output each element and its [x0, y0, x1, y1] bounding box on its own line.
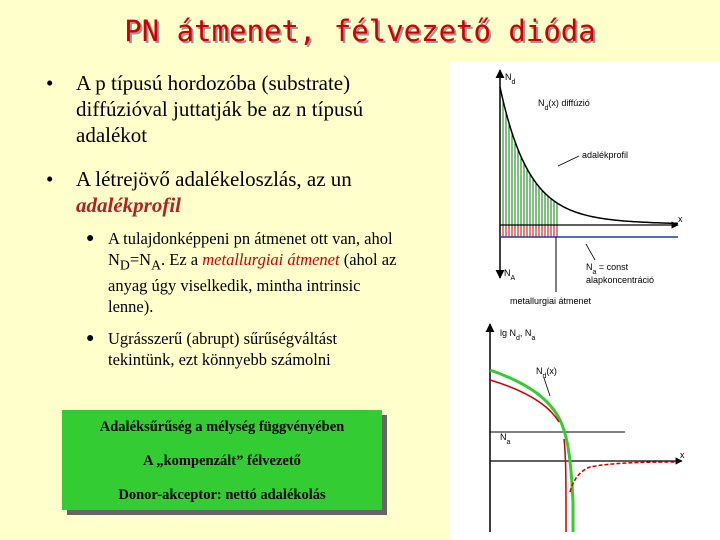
diffusion-figure [500, 70, 683, 306]
na-const-label: $N_a$ = const [586, 262, 629, 276]
background-label: alapkoncentráció [586, 275, 655, 285]
bullet-text: A p típusú hordozóba (substrate) diffúzióval juttatják be az n típusú adalékot [76, 71, 364, 147]
adalekprofil-term: adalékprofil [76, 193, 181, 217]
bullet-text-plain: A létrejövő adalékeloszlás, az un [76, 167, 352, 191]
sub-bullet-abrupt [86, 328, 398, 370]
sub-bullet-text: Ugrásszerű (abrupt) sűrűségváltást tekintünk, ezt könnyebb számolni [108, 329, 338, 369]
curve-leader [558, 156, 579, 166]
na-label-2: $N_a$ [500, 432, 511, 446]
bullet-profile [46, 166, 406, 218]
bullet-marker: • [46, 71, 54, 95]
diffusion-profile-figures [450, 62, 720, 540]
subscript: A [151, 257, 162, 273]
acceptor-hatch [503, 225, 557, 237]
abrupt-figure [490, 324, 685, 532]
net-doping-branch [564, 439, 566, 532]
summary-box [62, 410, 382, 510]
na-axis-label: $N_A$ [504, 268, 516, 282]
nd-axis-label: $N_d$ [505, 72, 516, 86]
sub-bullet-text [108, 228, 398, 317]
nd-curve-2-label: $N_d(x)$ [536, 366, 557, 380]
summary-line-3: Donor-akceptor: nettó adalékolás [118, 487, 326, 503]
y-axis-2-label: $\lg N_d$, $N_a$ [500, 328, 536, 342]
nd-curve-green [490, 370, 573, 532]
sub-bullet-marker: ● [86, 231, 95, 246]
slide-title: PN átmenet, félvezető dióda [124, 14, 596, 48]
bullet-text [76, 166, 406, 218]
na-leader [586, 244, 595, 260]
bullet-substrate [46, 70, 406, 148]
subscript: D [119, 257, 130, 273]
curve-leader-2 [544, 378, 550, 396]
x-axis-label: x [678, 214, 683, 224]
sub-bullet-marker: ● [86, 331, 95, 346]
junction-label: metallurgiai átmenet [510, 296, 592, 306]
bullet-marker: • [46, 167, 54, 191]
summary-line-2: A „kompenzált” félvezető [143, 453, 301, 469]
acceptor-dashed-curve [570, 462, 675, 492]
text-part: A tulajdonképpeni pn átmenet ott van, ahol N [108, 229, 393, 269]
text-part: (ahol az anyag úgy viselkedik, mintha intrinsic lenne). [108, 250, 397, 317]
text-part: =N [129, 250, 152, 269]
text-part: . Ez a [161, 250, 203, 269]
profile-label: adalékprofil [582, 150, 629, 160]
sub-bullet-junction [86, 228, 398, 317]
x-axis-2-label: x [680, 450, 685, 460]
figure-panel [450, 62, 720, 540]
summary-line-1: Adaléksűrűség a mélység függvényében [99, 419, 345, 435]
donor-hatch [503, 100, 557, 225]
metallurgical-junction-term: metallurgiai átmenet [202, 250, 340, 269]
nd-curve-label: $N_d(x)$ diffúzió [538, 98, 590, 112]
